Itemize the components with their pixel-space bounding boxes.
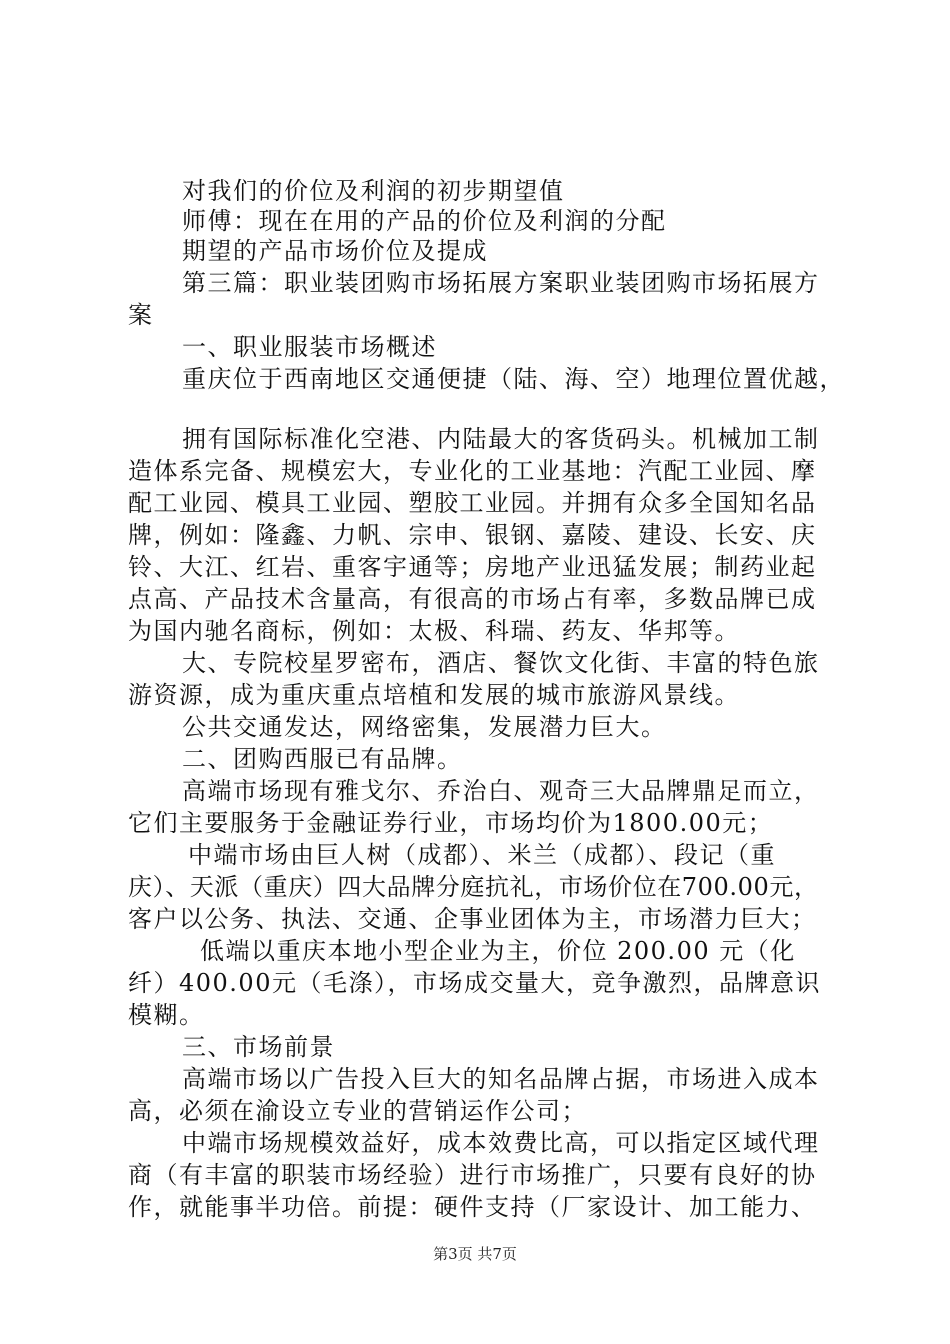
text-line: 铃、大江、红岩、重客宇通等；房地产业迅猛发展；制药业起	[128, 553, 817, 581]
text-line: 配工业园、模具工业园、塑胶工业园。并拥有众多全国知名品	[128, 489, 817, 517]
text-line: 客户以公务、执法、交通、企事业团体为主，市场潜力巨大；	[128, 905, 817, 933]
text-line: 商（有丰富的职装市场经验）进行市场推广，只要有良好的协	[128, 1161, 817, 1189]
text-line: 为国内驰名商标，例如：太极、科瑞、药友、华邦等。	[128, 617, 740, 645]
text-line: 作，就能事半功倍。前提：硬件支持（厂家设计、加工能力、	[128, 1193, 817, 1221]
text-line: 公共交通发达，网络密集，发展潜力巨大。	[182, 713, 667, 741]
text-line: 模糊。	[128, 1001, 205, 1029]
text-line: 点高、产品技术含量高，有很高的市场占有率，多数品牌已成	[128, 585, 817, 613]
text-line: 拥有国际标准化空港、内陆最大的客货码头。机械加工制	[182, 425, 820, 453]
text-line: 大、专院校星罗密布，酒店、餐饮文化街、丰富的特色旅	[182, 649, 820, 677]
text-line: 牌，例如：隆鑫、力帆、宗申、银钢、嘉陵、建设、长安、庆	[128, 521, 817, 549]
text-line: 第三篇：职业装团购市场拓展方案职业装团购市场拓展方	[182, 269, 820, 297]
text-line: 案	[128, 301, 154, 329]
page-number-footer: 第3页 共7页	[433, 1245, 517, 1263]
text-line: 造体系完备、规模宏大，专业化的工业基地：汽配工业园、摩	[128, 457, 817, 485]
text-line: 重庆位于西南地区交通便捷（陆、海、空）地理位置优越，	[182, 365, 845, 393]
section-heading: 三、市场前景	[182, 1033, 335, 1061]
section-heading: 一、职业服装市场概述	[182, 333, 437, 361]
text-line: 纤）400.00元（毛涤），市场成交量大，竞争激烈，品牌意识	[128, 969, 821, 997]
text-line: 游资源，成为重庆重点培植和发展的城市旅游风景线。	[128, 681, 740, 709]
section-heading: 二、团购西服已有品牌。	[182, 745, 463, 773]
text-line: 高端市场以广告投入巨大的知名品牌占据，市场进入成本	[182, 1065, 820, 1093]
text-line: 高，必须在渝设立专业的营销运作公司；	[128, 1097, 587, 1125]
text-line: 低端以重庆本地小型企业为主，价位 200.00 元（化	[200, 937, 796, 965]
text-line: 师傅：现在在用的产品的价位及利润的分配	[182, 207, 667, 235]
text-line: 它们主要服务于金融证券行业，市场均价为1800.00元；	[128, 809, 774, 837]
text-line: 对我们的价位及利润的初步期望值	[182, 177, 565, 205]
text-line: 中端市场由巨人树（成都）、米兰（成都）、段记（重	[188, 841, 776, 869]
text-line: 高端市场现有雅戈尔、乔治白、观奇三大品牌鼎足而立，	[182, 777, 820, 805]
text-line: 中端市场规模效益好，成本效费比高，可以指定区域代理	[182, 1129, 820, 1157]
text-line: 期望的产品市场价位及提成	[182, 237, 488, 265]
text-line: 庆）、天派（重庆）四大品牌分庭抗礼，市场价位在700.00元，	[128, 873, 819, 901]
